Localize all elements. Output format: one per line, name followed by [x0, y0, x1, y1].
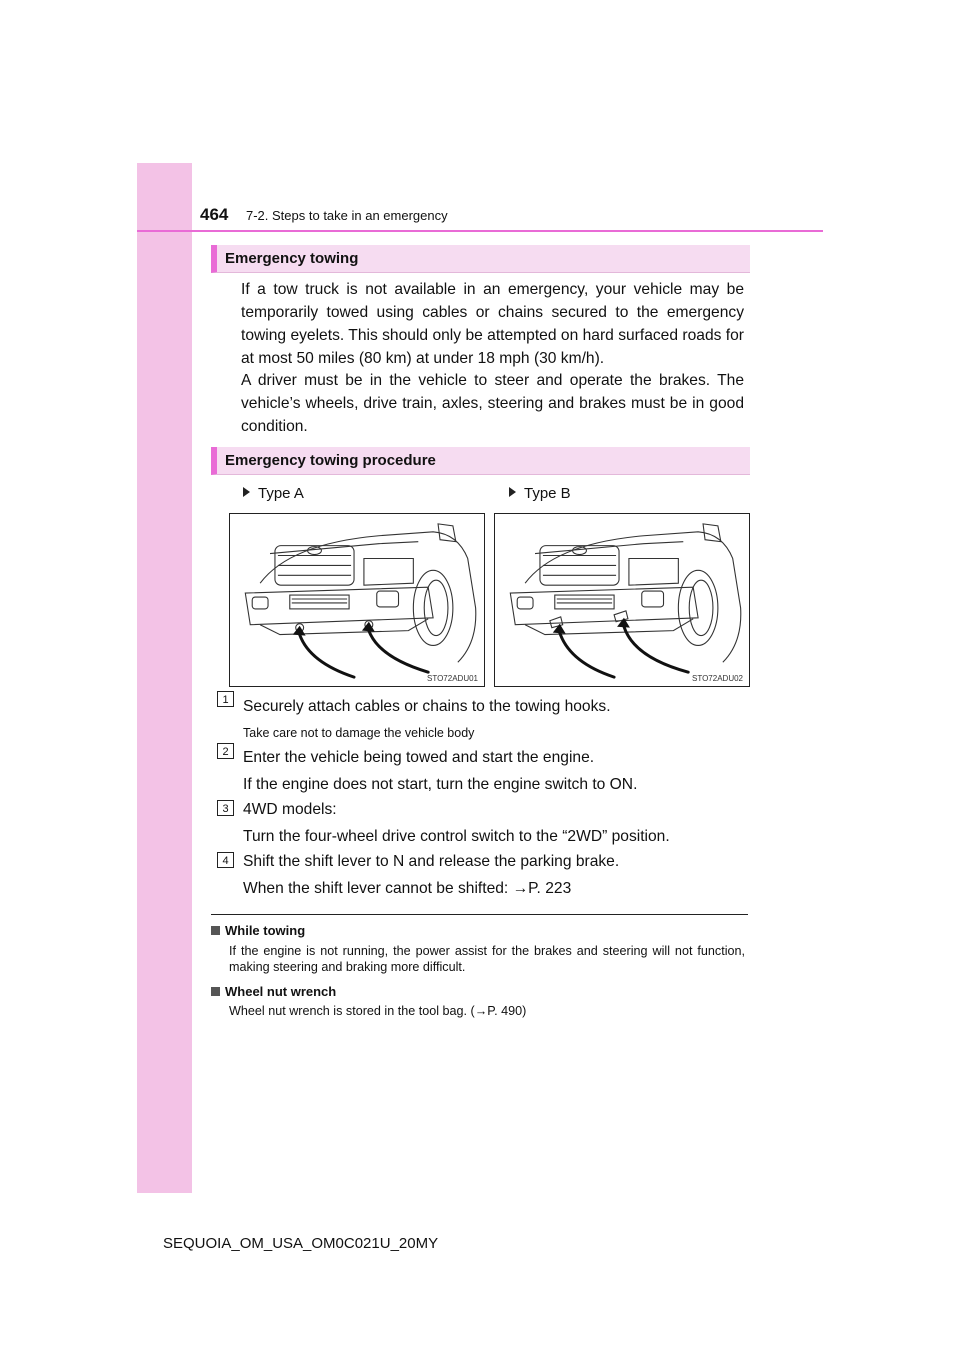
step-number-4: 4 — [217, 852, 234, 868]
square-bullet-icon — [211, 926, 220, 935]
triangle-bullet-icon — [243, 487, 250, 497]
step-number-3: 3 — [217, 800, 234, 816]
section-heading-towing-procedure: Emergency towing procedure — [211, 447, 750, 475]
document-footer-code: SEQUOIA_OM_USA_OM0C021U_20MY — [163, 1235, 439, 1252]
figure-type-a-towing-hooks — [229, 513, 485, 687]
figure-type-b-towing-hooks — [494, 513, 750, 687]
figure-code-a: STO72ADU01 — [427, 674, 478, 683]
step-note-2: If the engine does not start, turn the engine switch to ON. — [243, 776, 638, 793]
type-b-label: Type B — [509, 485, 571, 502]
notes-divider — [211, 914, 748, 915]
paragraph-driver-requirement: A driver must be in the vehicle to steer and operate the brakes. The vehicle’s wheels, drive train, axles, steering and brakes must be in good condition. — [241, 372, 744, 435]
step-number-1: 1 — [217, 691, 234, 707]
type-a-label: Type A — [243, 485, 304, 502]
note-body-wheel-nut-wrench: Wheel nut wrench is stored in the tool bag. (→P. 490) — [229, 1004, 527, 1018]
step-text-1: Securely attach cables or chains to the towing hooks. — [243, 698, 611, 715]
triangle-bullet-icon — [509, 487, 516, 497]
page-number: 464 — [200, 205, 229, 224]
step-text-2: Enter the vehicle being towed and start the engine. — [243, 749, 595, 766]
note-heading-while-towing: While towing — [211, 923, 305, 938]
step-note-4: When the shift lever cannot be shifted: →P. 223 — [243, 880, 572, 897]
square-bullet-icon — [211, 987, 220, 996]
step-number-2: 2 — [217, 743, 234, 759]
step-note-1: Take care not to damage the vehicle body — [243, 726, 475, 740]
paragraph-tow-intro: If a tow truck is not available in an emergency, your vehicle may be temporarily towed using cables or chains secured to the emergency towing eyelets. This should only be attempted on hard surfaced roads for at most 50 miles (80 km) at under 18 mph (30 km/h). — [241, 281, 744, 367]
vehicle-front-illustration — [495, 514, 749, 686]
step-note-3: Turn the four-wheel drive control switch to the “2WD” position. — [243, 828, 670, 845]
side-tab-band — [137, 163, 192, 1193]
step-text-3: 4WD models: — [243, 801, 337, 818]
chapter-title: 7-2. Steps to take in an emergency — [246, 208, 448, 223]
vehicle-front-illustration — [230, 514, 484, 686]
step-text-4: Shift the shift lever to N and release the parking brake. — [243, 853, 620, 870]
note-heading-wheel-nut-wrench: Wheel nut wrench — [211, 984, 336, 999]
section-heading-emergency-towing: Emergency towing — [211, 245, 750, 273]
figure-code-b: STO72ADU02 — [692, 674, 743, 683]
note-body-while-towing: If the engine is not running, the power assist for the brakes and steering will not function, making steering and braking more difficult. — [229, 944, 745, 974]
header-rule — [137, 230, 823, 232]
